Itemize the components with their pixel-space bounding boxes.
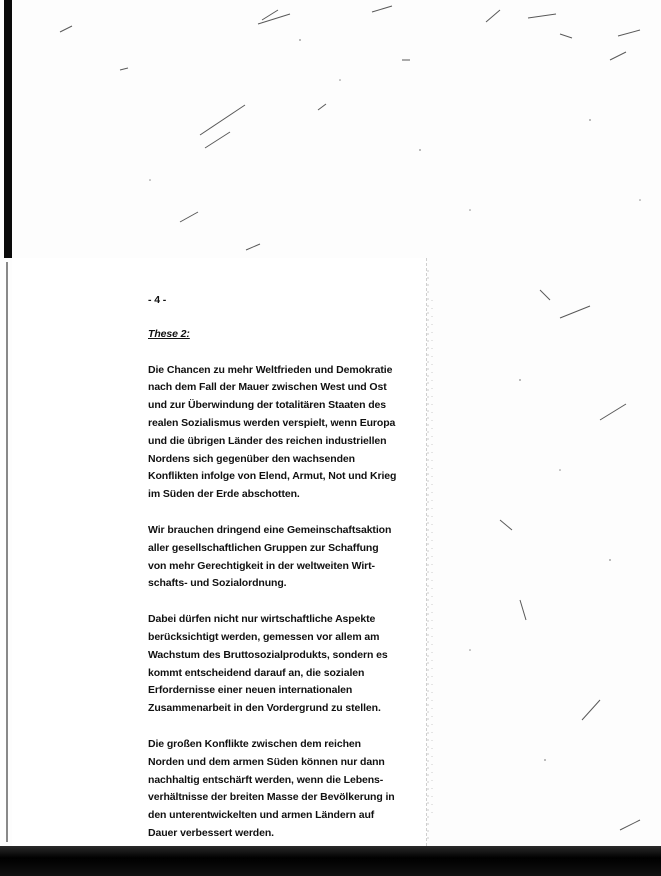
text-line: Dabei dürfen nicht nur wirtschaftliche Aspekte [148, 613, 376, 626]
text-line: nachhaltig entschärft werden, wenn die Lebens- [148, 773, 384, 786]
text-line: Die Chancen zu mehr Weltfrieden und Demokratie [148, 363, 393, 376]
text-line: aller gesellschaftlichen Gruppen zur Schaffung [148, 541, 379, 554]
text-line: realen Sozialismus werden verspielt, wenn Europa [148, 416, 396, 429]
text-line: Die großen Konflikte zwischen dem reichen [148, 737, 361, 750]
scan-edge-line [6, 262, 8, 842]
text-line: Dauer verbessert werden. [148, 826, 274, 839]
text-line: den unterentwickelten und armen Ländern auf [148, 809, 375, 822]
document-body [148, 292, 398, 861]
scan-bottom-edge [0, 846, 661, 876]
text-line: im Süden der Erde abschotten. [148, 488, 300, 501]
paragraph-1 [148, 362, 398, 504]
text-line: Wir brauchen dringend eine Gemeinschaftsaktion [148, 523, 392, 536]
text-line: berücksichtigt werden, gemessen vor allem am [148, 630, 380, 643]
text-line: von mehr Gerechtigkeit in der weltweiten Wirt- [148, 559, 375, 572]
thesis-heading: These 2: [148, 327, 190, 340]
text-line: und zur Überwindung der totalitären Staaten des [148, 399, 386, 412]
text-line: Norden und dem armen Süden können nur dann [148, 755, 385, 768]
text-line: Zusammenarbeit in den Vordergrund zu stellen. [148, 702, 381, 715]
text-line: kommt entscheidend darauf an, die sozialen [148, 666, 365, 679]
text-line: Konflikten infolge von Elend, Armut, Not und Krieg [148, 470, 397, 483]
text-line: und die übrigen Länder des reichen industriellen [148, 434, 387, 447]
paragraph-3 [148, 611, 398, 718]
text-line: Nordens sich gegenüber den wachsenden [148, 452, 355, 465]
text-line: nach dem Fall der Mauer zwischen West und Ost [148, 381, 387, 394]
paragraph-4 [148, 736, 398, 843]
page-number: - 4 - [148, 294, 167, 306]
text-line: schafts- und Sozialordnung. [148, 577, 287, 590]
text-line: verhältnisse der breiten Masse der Bevölkerung in [148, 791, 395, 804]
text-line: Erfordernisse einer neuen internationalen [148, 684, 353, 697]
scan-edge-shadow [4, 0, 12, 258]
text-line: Wachstum des Bruttosozialprodukts, sondern es [148, 648, 388, 661]
paragraph-2 [148, 522, 398, 593]
